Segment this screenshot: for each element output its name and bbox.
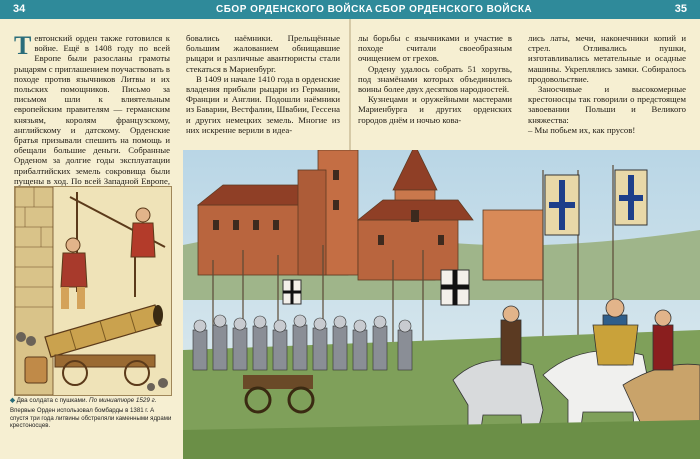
inset-illustration [14,186,172,396]
cannon-woodcut-image [15,187,171,395]
paragraph [14,33,170,206]
text-column-4 [528,33,686,135]
running-title-right: СБОР ОРДЕНСКОГО ВОЙСКА [375,4,533,15]
running-title-left: СБОР ОРДЕНСКОГО ВОЙСКА [216,4,374,15]
drop-cap: Т [14,31,32,60]
paragraph: лись латы, мечи, наконечники копий и стрел. Отливались пушки, изготавливались метательные и осадные машины. Укреплялись замки. Собиралось продовольствие. [528,33,686,84]
inset-caption-text: Два солдата с пушками. [16,397,88,404]
page-number-left: 34 [13,3,26,15]
paragraph: бовались наёмники. Прельщённые большим жалованием обнищавшие рыцари и различные авантюристы стали стекаться в Мариенбург. [186,33,340,74]
paragraph: лы борьбы с язычниками и участие в походе считали своеобразным очищением от грехов. [358,33,512,64]
paragraph: Ордену удалось собрать 51 хоругвь, под знамёнами которых объединились воины более двух десятков народностей. [358,63,512,95]
paragraph: – Мы побьем их, как прусов! [528,124,636,135]
paragraph: Кузнецами и оружейными мастерами Мариенбурга и других орденских городов днём и ночью кова- [358,94,512,125]
text-column-2 [186,33,340,135]
side-note: Впервые Орден использовал бомбарды в 1381 г. А спустя три года литвины обстреляли каменными ядрами крестоносцев. [10,407,172,430]
text-column-1 [14,33,170,206]
paragraph-text: евтонский орден также готовился к войне. Ещё в 1408 году по всей Европе были разосланы грамоты рыцарям с приглашением поучаствовать в походе против язычников Литвы и их польских помощников. Письмо за письмом шли к влиятельным европейским правителям — германским князьям, королям французскому, английскому и датскому. Орденские братья призывали спешить на помощь и обещали большие деньги. Собранные Орденом за долгие годы эксплуатации прибалтийских земель сокровища были пущены в ход. По всей Западной Европе, [14,33,170,186]
inset-caption [10,397,170,404]
paragraph: Заносчивые и высокомерные крестоносцы так говорили о предстоящем завоевании Польши и Великого княжества: [528,84,686,125]
text-column-3 [358,33,512,125]
paragraph: В 1409 и начале 1410 года в орденские владения прибыли рыцари из Германии, Франции и Англии. Подошли наёмники из Баварии, Вестфалии, Швабии, Гессена и других немецких земель. Многие из них искренне верили в идеа- [186,73,340,135]
main-illustration [183,150,700,459]
page-header-bar [0,0,700,19]
inset-caption-source: По миниатюре 1529 г. [89,397,157,404]
army-assembly-image [183,150,700,459]
caption-bullet-icon: ◆ [10,397,15,404]
page-number-right: 35 [674,3,687,15]
